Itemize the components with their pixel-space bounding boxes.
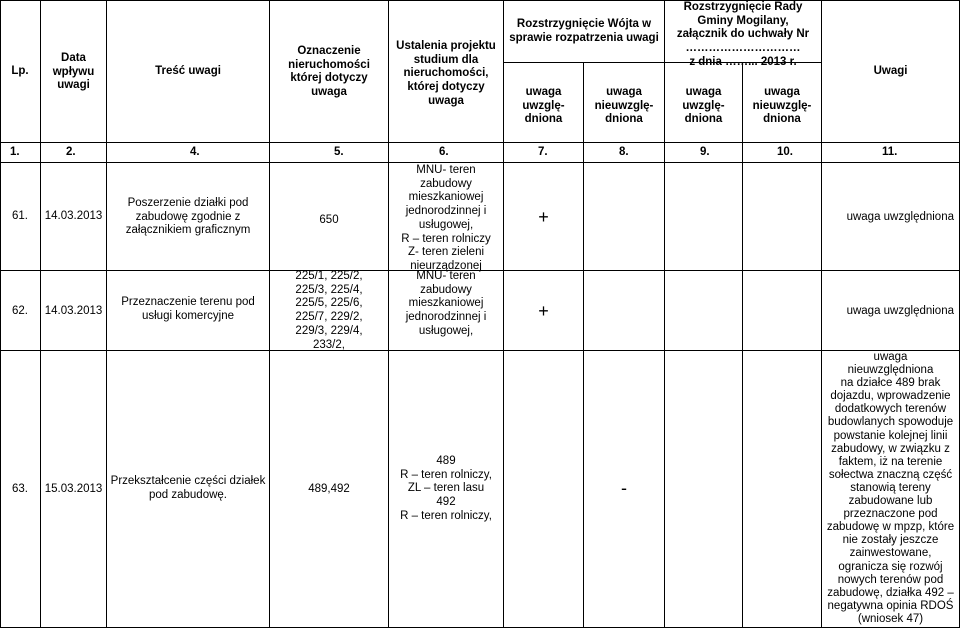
header-uwagi: Uwagi [873, 65, 908, 77]
header-rozstrzygniecie-rady: Rozstrzygnięcie Rady Gminy Mogilany, załącznik do uchwały Nr ………………………… z dnia ……... 2013 r. [676, 1, 810, 68]
row-63-ustalenia: 489 R – teren rolniczy, ZL – teren lasu 492 R – teren rolniczy, [400, 455, 492, 522]
col-number-10: 10. [777, 146, 793, 158]
col-number-11: 11. [882, 146, 898, 158]
col-number-1: 1. [10, 146, 20, 158]
row-61-lp: 61. [12, 210, 28, 222]
row-63-lp: 63. [12, 483, 28, 495]
row-62-lp: 62. [12, 305, 28, 317]
row-61-oznaczenie: 650 [319, 214, 339, 226]
col-number-7: 7. [538, 146, 548, 158]
header-rada-uwzgledniona: uwaga uwzglę- dniona [682, 86, 725, 126]
header-rada-nieuwzgledniona: uwaga nieuwzglę- dniona [752, 86, 812, 126]
row-61-uwagi: uwaga uwzględniona [846, 211, 954, 223]
header-rozstrzygniecie-wojta: Rozstrzygnięcie Wójta w sprawie rozpatrzenia uwagi [509, 18, 659, 44]
header-tresc-uwagi: Treść uwagi [155, 65, 221, 77]
row-62-tresc: Przeznaczenie terenu pod usługi komercyjne [121, 296, 255, 322]
header-wojt-uwzgledniona: uwaga uwzglę- dniona [522, 86, 565, 126]
header-lp: Lp. [11, 65, 29, 77]
row-61-ustalenia: MNU- teren zabudowy mieszkaniowej jednorodzinnej i usługowej, R – teren rolniczy Z- teren zieleni nieurządzonej [401, 164, 491, 272]
row-62-uwagi: uwaga uwzględniona [846, 305, 954, 317]
col-number-5: 5. [334, 146, 344, 158]
col-number-2: 2. [66, 146, 76, 158]
row-63-wojt-nieuwzgledniona-mark: - [621, 478, 627, 498]
header-wojt-nieuwzgledniona: uwaga nieuwzglę- dniona [594, 86, 654, 126]
row-61-date: 14.03.2013 [44, 210, 103, 222]
row-62-ustalenia: MNU- teren zabudowy mieszkaniowej jednorodzinnej i usługowej, [405, 270, 487, 337]
row-62-wojt-uwzgledniona-mark: + [538, 301, 549, 321]
row-63-oznaczenie: 489,492 [308, 483, 350, 495]
row-63-tresc: Przekształcenie części działek pod zabudowę. [110, 475, 266, 501]
col-number-9: 9. [700, 146, 710, 158]
row-63-uwagi: uwaga nieuwzględniona na działce 489 brak dojazdu, wprowadzenie dodatkowych terenów budowlanych spowoduje powstanie kolejnej linii zabudowy, w związku z faktem, iż na terenie sołectwa znaczną część stanowią tereny zabudowane lub przeznaczone pod zabudowę w mpzp, które nie zostały jeszcze zainwestowane, ogranicza się rozwój nowych terenów pod zabudowę, działka 492 – negatywna opinia RDOŚ (wniosek 47) [826, 351, 955, 625]
row-61-wojt-uwzgledniona-mark: + [538, 207, 549, 227]
col-number-8: 8. [619, 146, 629, 158]
header-data: Data wpływu uwagi [52, 52, 95, 92]
header-ustalenia-projektu: Ustalenia projektu studium dla nieruchomości, której dotyczy uwaga [396, 40, 496, 107]
row-63-date: 15.03.2013 [44, 483, 103, 495]
col-number-4: 4. [190, 146, 200, 158]
header-oznaczenie-nieruchomosci: Oznaczenie nieruchomości której dotyczy uwaga [288, 45, 370, 99]
row-61-tresc: Poszerzenie działki pod zabudowę zgodnie z załącznikiem graficznym [125, 197, 251, 237]
col-number-6: 6. [439, 146, 449, 158]
row-62-date: 14.03.2013 [44, 305, 103, 317]
row-62-oznaczenie: 225/1, 225/2, 225/3, 225/4, 225/5, 225/6, 225/7, 229/2, 229/3, 229/4, 233/2, [295, 270, 363, 351]
